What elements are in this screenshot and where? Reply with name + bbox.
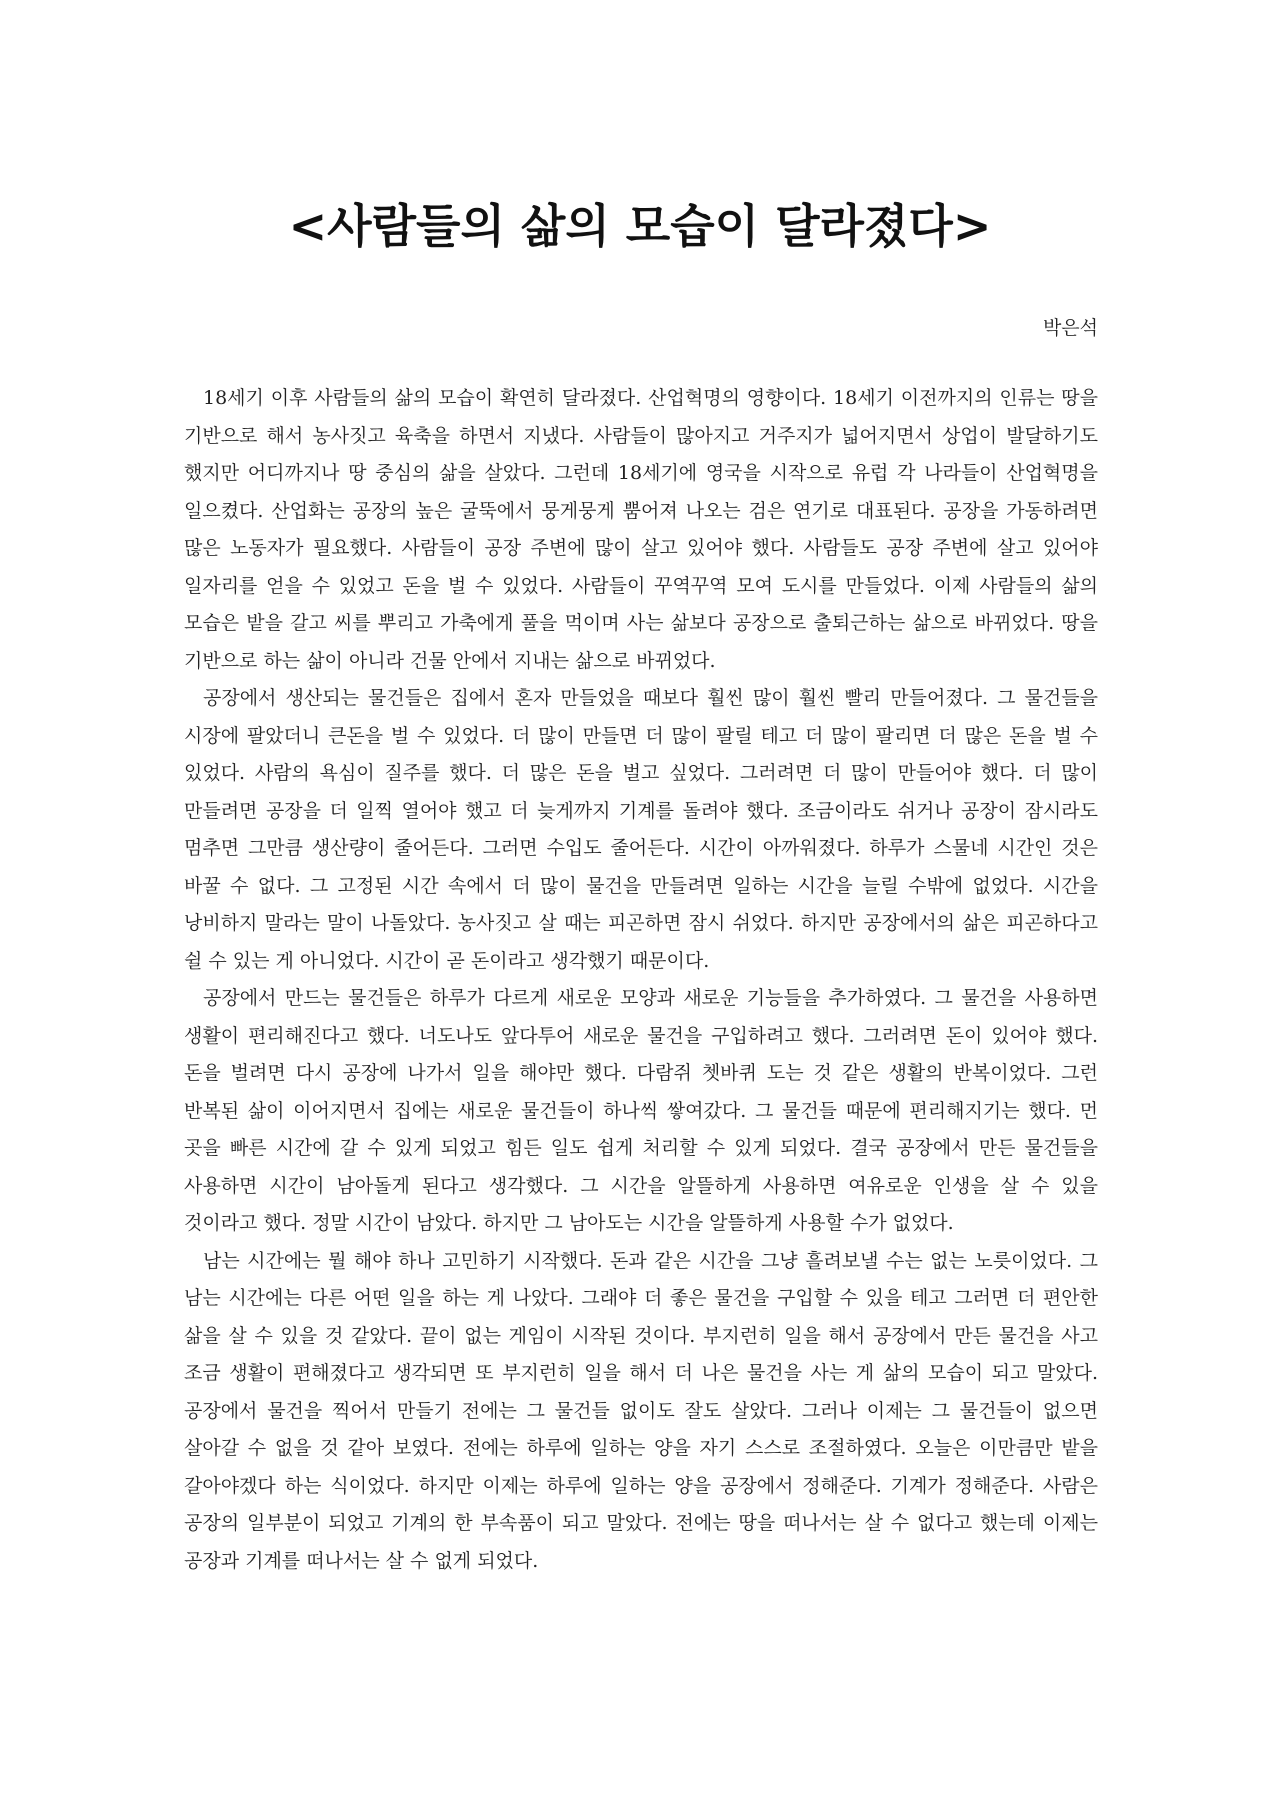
author-name: 박은석 bbox=[1042, 317, 1098, 339]
paragraph-2: 공장에서 생산되는 물건들은 집에서 혼자 만들었을 때보다 훨씬 많이 훨씬 빨리 만들어졌다. 그 물건들을 시장에 팔았더니 큰돈을 벌 수 있었다. 더 많이 만들면 더 많이 팔릴 테고 더 많이 팔리면 더 많은 돈을 벌 수 있었다. 사람의 욕심이 질주를 했다. 더 많은 돈을 벌고 싶었다. 그러려면 더 많이 만들어야 했다. 더 많이 만들려면 공장을 더 일찍 열어야 했고 더 늦게까지 기계를 돌려야 했다. 조금이라도 쉬거나 공장이 잠시라도 멈추면 그만큼 생산량이 줄어든다. 그러면 수입도 줄어든다. 시간이 아까워졌다. 하루가 스물네 시간인 것은 바꿀 수 없다. 그 고정된 시간 속에서 더 많이 물건을 만들려면 일하는 시간을 늘릴 수밖에 없었다. 시간을 낭비하지 말라는 말이 나돌았다. 농사짓고 살 때는 피곤하면 잠시 쉬었다. 하지만 공장에서의 삶은 피곤하다고 쉴 수 있는 게 아니었다. 시간이 곧 돈이라고 생각했기 때문이다. bbox=[184, 687, 1098, 972]
paragraph-4: 남는 시간에는 뭘 해야 하나 고민하기 시작했다. 돈과 같은 시간을 그냥 흘려보낼 수는 없는 노릇이었다. 그 남는 시간에는 다른 어떤 일을 하는 게 나았다. 그래야 더 좋은 물건을 구입할 수 있을 테고 그러면 더 편안한 삶을 살 수 있을 것 같았다. 끝이 없는 게임이 시작된 것이다. 부지런히 일을 해서 공장에서 만든 물건을 사고 조금 생활이 편해졌다고 생각되면 또 부지런히 일을 해서 더 나은 물건을 사는 게 삶의 모습이 되고 말았다. 공장에서 물건을 찍어서 만들기 전에는 그 물건들 없이도 잘도 살았다. 그러나 이제는 그 물건들이 없으면 살아갈 수 없을 것 같아 보였다. 전에는 하루에 일하는 양을 자기 스스로 조절하였다. 오늘은 이만큼만 밭을 갈아야겠다 하는 식이었다. 하지만 이제는 하루에 일하는 양을 공장에서 정해준다. 기계가 정해준다. 사람은 공장의 일부분이 되었고 기계의 한 부속품이 되고 말았다. 전에는 땅을 떠나서는 살 수 없다고 했는데 이제는 공장과 기계를 떠나서는 살 수 없게 되었다. bbox=[184, 1249, 1098, 1572]
paragraph-3: 공장에서 만드는 물건들은 하루가 다르게 새로운 모양과 새로운 기능들을 추가하였다. 그 물건을 사용하면 생활이 편리해진다고 했다. 너도나도 앞다투어 새로운 물건을 구입하려고 했다. 그러려면 돈이 있어야 했다. 돈을 벌려면 다시 공장에 나가서 일을 해야만 했다. 다람쥐 쳇바퀴 도는 것 같은 생활의 반복이었다. 그런 반복된 삶이 이어지면서 집에는 새로운 물건들이 하나씩 쌓여갔다. 그 물건들 때문에 편리해지기는 했다. 먼 곳을 빠른 시간에 갈 수 있게 되었고 힘든 일도 쉽게 처리할 수 있게 되었다. 결국 공장에서 만든 물건들을 사용하면 시간이 남아돌게 된다고 생각했다. 그 시간을 알뜰하게 사용하면 여유로운 인생을 살 수 있을 것이라고 했다. 정말 시간이 남았다. 하지만 그 남아도는 시간을 알뜰하게 사용할 수가 없었다. bbox=[184, 987, 1098, 1234]
essay-body bbox=[184, 380, 1098, 1580]
page-title: <사람들의 삶의 모습이 달라졌다> bbox=[288, 199, 992, 253]
paragraph-1: 18세기 이후 사람들의 삶의 모습이 확연히 달라졌다. 산업혁명의 영향이다. 18세기 이전까지의 인류는 땅을 기반으로 해서 농사짓고 육축을 하면서 지냈다. 사람들이 많아지고 거주지가 넓어지면서 상업이 발달하기도 했지만 어디까지나 땅 중심의 삶을 살았다. 그런데 18세기에 영국을 시작으로 유럽 각 나라들이 산업혁명을 일으켰다. 산업화는 공장의 높은 굴뚝에서 뭉게뭉게 뿜어져 나오는 검은 연기로 대표된다. 공장을 가동하려면 많은 노동자가 필요했다. 사람들이 공장 주변에 많이 살고 있어야 했다. 사람들도 공장 주변에 살고 있어야 일자리를 얻을 수 있었고 돈을 벌 수 있었다. 사람들이 꾸역꾸역 모여 도시를 만들었다. 이제 사람들의 삶의 모습은 밭을 갈고 씨를 뿌리고 가축에게 풀을 먹이며 사는 삶보다 공장으로 출퇴근하는 삶으로 바뀌었다. 땅을 기반으로 하는 삶이 아니라 건물 안에서 지내는 삶으로 바뀌었다. bbox=[184, 387, 1098, 672]
